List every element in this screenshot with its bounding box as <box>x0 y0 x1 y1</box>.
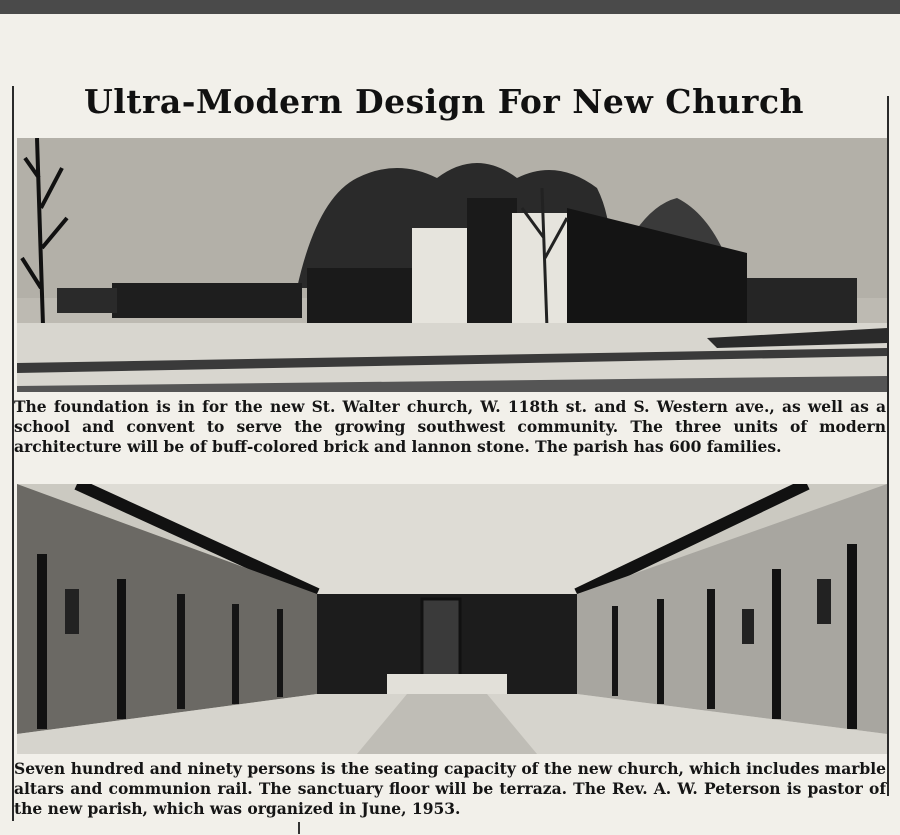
newspaper-clipping <box>0 14 900 835</box>
photo-caption-exterior: The foundation is in for the new St. Walter church, W. 118th st. and S. Western ave., as well as a school and convent to serve the growing southwest community. The three units of modern architecture will be of buff-colored brick and lannon stone. The parish has 600 families. <box>14 397 886 456</box>
column-rule-right <box>887 96 889 796</box>
interior-photo <box>17 484 887 754</box>
headline: Ultra-Modern Design For New Church <box>83 82 805 121</box>
photo-caption-interior: Seven hundred and ninety persons is the seating capacity of the new church, which includes marble altars and communion rail. The sanctuary floor will be terraza. The Rev. A. W. Peterson is pastor of the new parish, which was organized in June, 1953. <box>14 759 886 818</box>
exterior-photo <box>17 138 887 392</box>
column-tick <box>298 822 300 834</box>
